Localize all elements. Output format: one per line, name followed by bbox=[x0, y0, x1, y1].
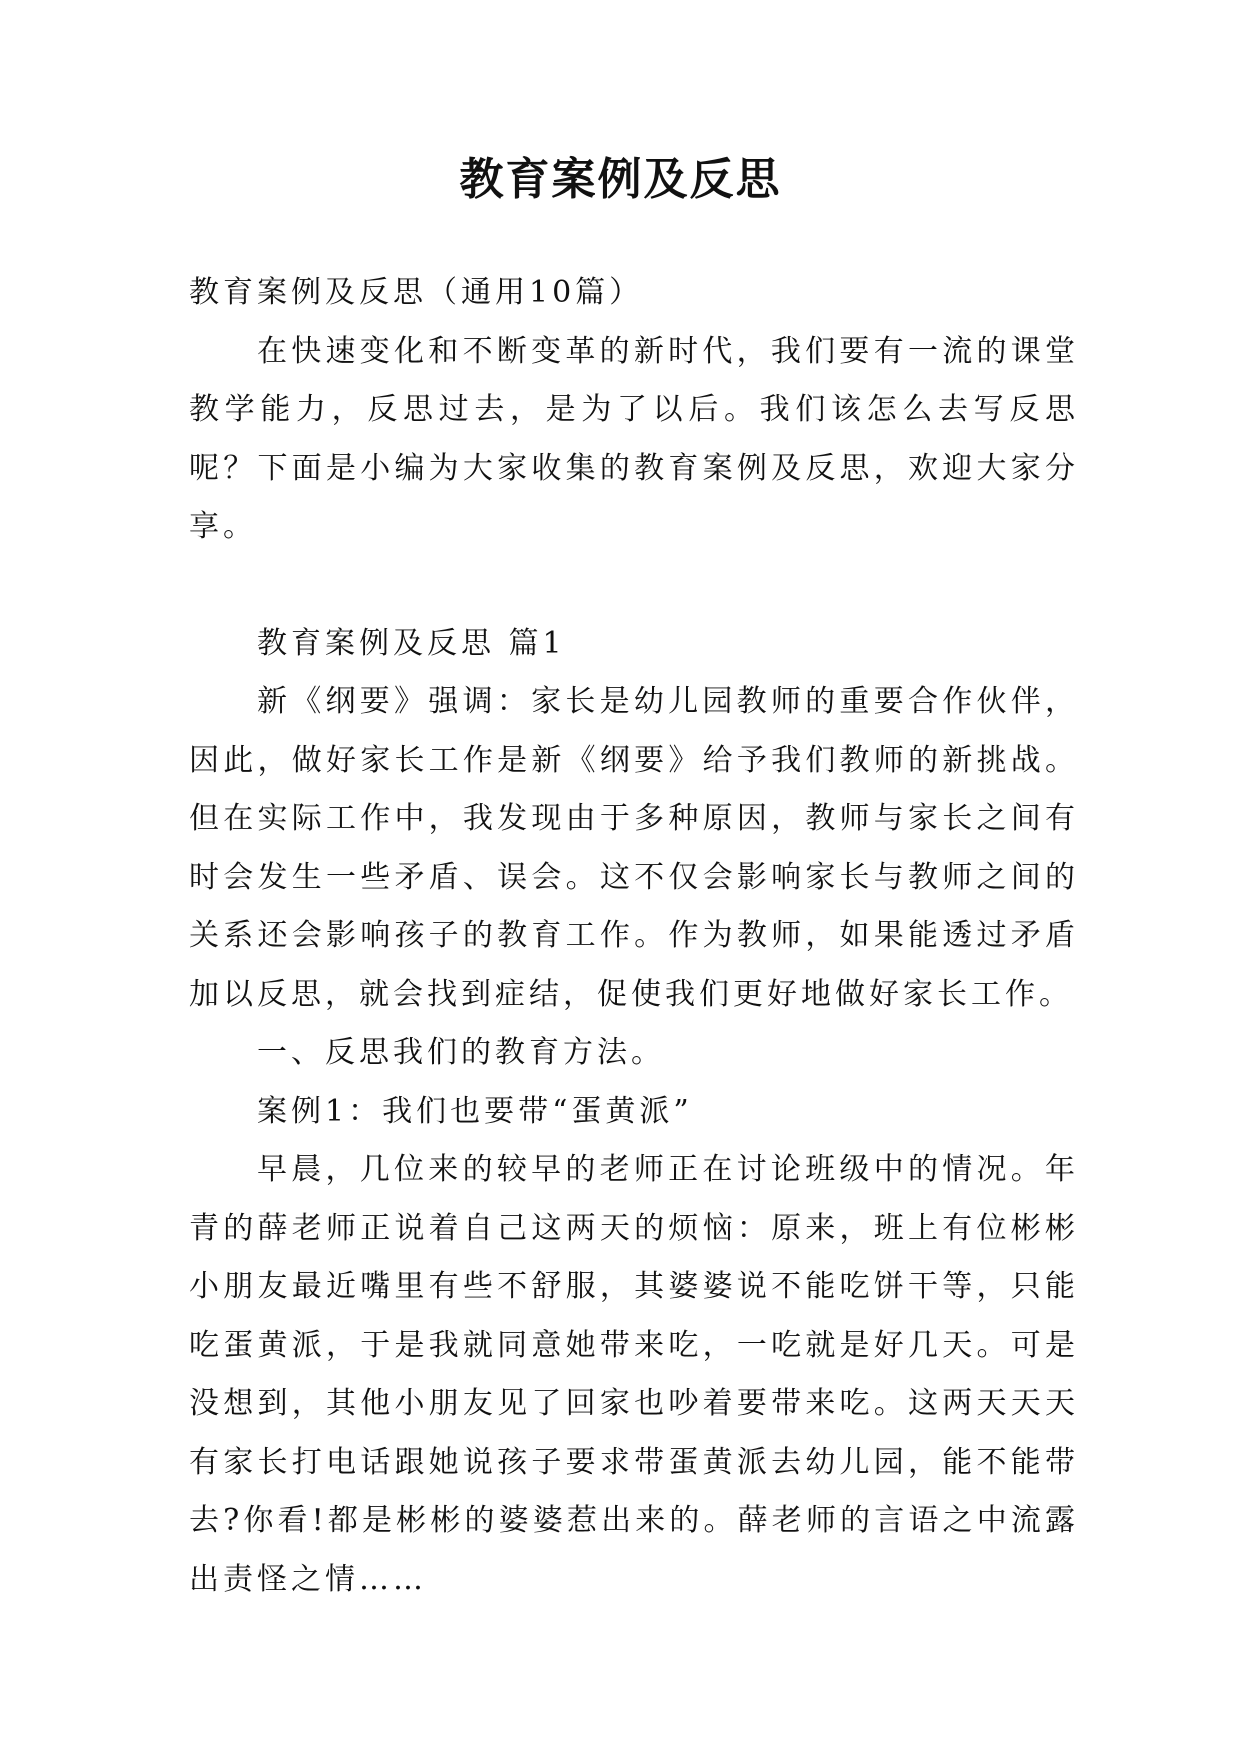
case-title-1: 案例1：我们也要带“蛋黄派” bbox=[257, 1093, 693, 1129]
point-heading-1: 一、反思我们的教育方法。 bbox=[257, 1035, 665, 1070]
intro-paragraph: 在快速变化和不断变革的新时代，我们要有一流的课堂教学能力，反思过去，是为了以后。我们该怎么去写反思呢？下面是小编为大家收集的教育案例及反思，欢迎大家分享。 bbox=[189, 333, 1079, 544]
section-heading: 教育案例及反思 篇1 bbox=[257, 625, 566, 661]
document-title: 教育案例及反思 bbox=[459, 154, 782, 205]
section-spacer bbox=[189, 557, 1079, 615]
document-body bbox=[189, 264, 1079, 1609]
case-paragraph-1: 早晨，几位来的较早的老师正在讨论班级中的情况。年青的薛老师正说着自己这两天的烦恼：原来，班上有位彬彬小朋友最近嘴里有些不舒服，其婆婆说不能吃饼干等，只能吃蛋黄派，于是我就同意她带来吃，一吃就是好几天。可是没想到，其他小朋友见了回家也吵着要带来吃。这两天天天有家长打电话跟她说孩子要求带蛋黄派去幼儿园，能不能带去?你看!都是彬彬的婆婆惹出来的。薛老师的言语之中流露出责怪之情…… bbox=[189, 1152, 1079, 1597]
document-subtitle: 教育案例及反思（通用10篇） bbox=[189, 275, 644, 310]
body-paragraph-1: 新《纲要》强调：家长是幼儿园教师的重要合作伙伴，因此，做好家长工作是新《纲要》给予我们教师的新挑战。但在实际工作中，我发现由于多种原因，教师与家长之间有时会发生一些矛盾、误会。这不仅会影响家长与教师之间的关系还会影响孩子的教育工作。作为教师，如果能透过矛盾加以反思，就会找到症结，促使我们更好地做好家长工作。 bbox=[189, 684, 1079, 1012]
